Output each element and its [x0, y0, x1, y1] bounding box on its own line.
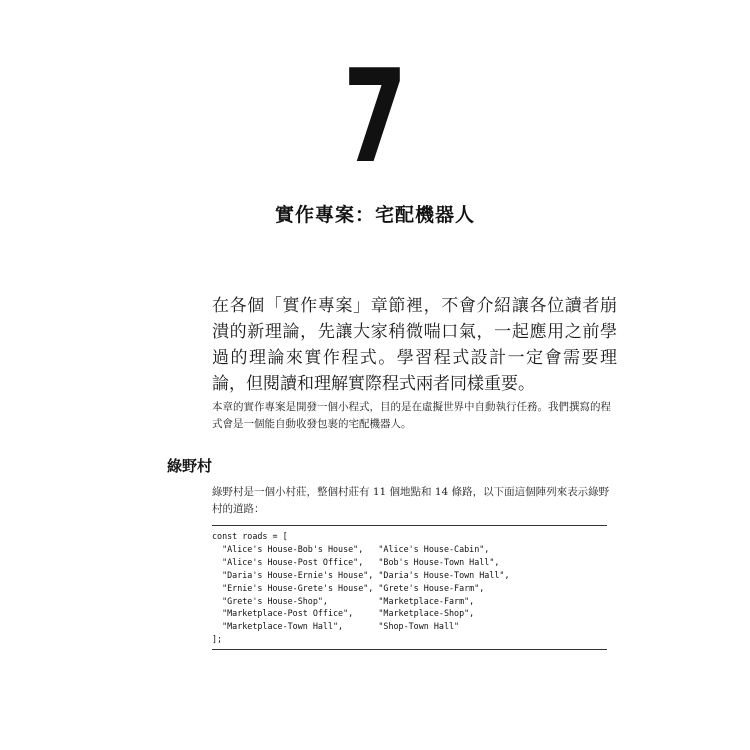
code-line: "Alice's House-Post Office", "Bob's House-Town Hall",: [212, 556, 500, 567]
intro-paragraph: 在各個「實作專案」章節裡，不會介紹讓各位讀者崩潰的新理論，先讓大家稍微喘口氣，一起應用之前學過的理論來實作程式。學習程式設計一定會需要理論，但閱讀和理解實際程式兩者同樣重要。: [212, 296, 617, 394]
intro-summary: 本章的實作專案是開發一個小程式，目的是在虛擬世界中自動執行任務。我們撰寫的程式會是一個能自動收發包裹的宅配機器人。: [212, 401, 611, 430]
section-body: 綠野村是一個小村莊，整個村莊有 11 個地點和 14 條路，以下面這個陣列來表示綠野村的道路：: [212, 486, 610, 515]
code-line: ];: [212, 634, 223, 645]
code-line: "Ernie's House-Grete's House", "Grete's House-Farm",: [212, 582, 485, 593]
chapter-title: 實作專案：宅配機器人: [274, 204, 475, 226]
code-line: "Alice's House-Bob's House", "Alice's House-Cabin",: [212, 543, 490, 554]
code-line: "Grete's House-Shop", "Marketplace-Farm",: [212, 595, 475, 606]
code-line: const roads = [: [212, 531, 288, 541]
code-block: [212, 525, 607, 650]
code-line: "Marketplace-Town Hall", "Shop-Town Hall": [212, 621, 460, 632]
chapter-number: 7: [342, 43, 408, 192]
code-line: "Daria's House-Ernie's House", "Daria's House-Town Hall",: [212, 569, 510, 580]
code-line: "Marketplace-Post Office", "Marketplace-Shop",: [212, 608, 475, 619]
section-heading: 綠野村: [167, 457, 213, 475]
